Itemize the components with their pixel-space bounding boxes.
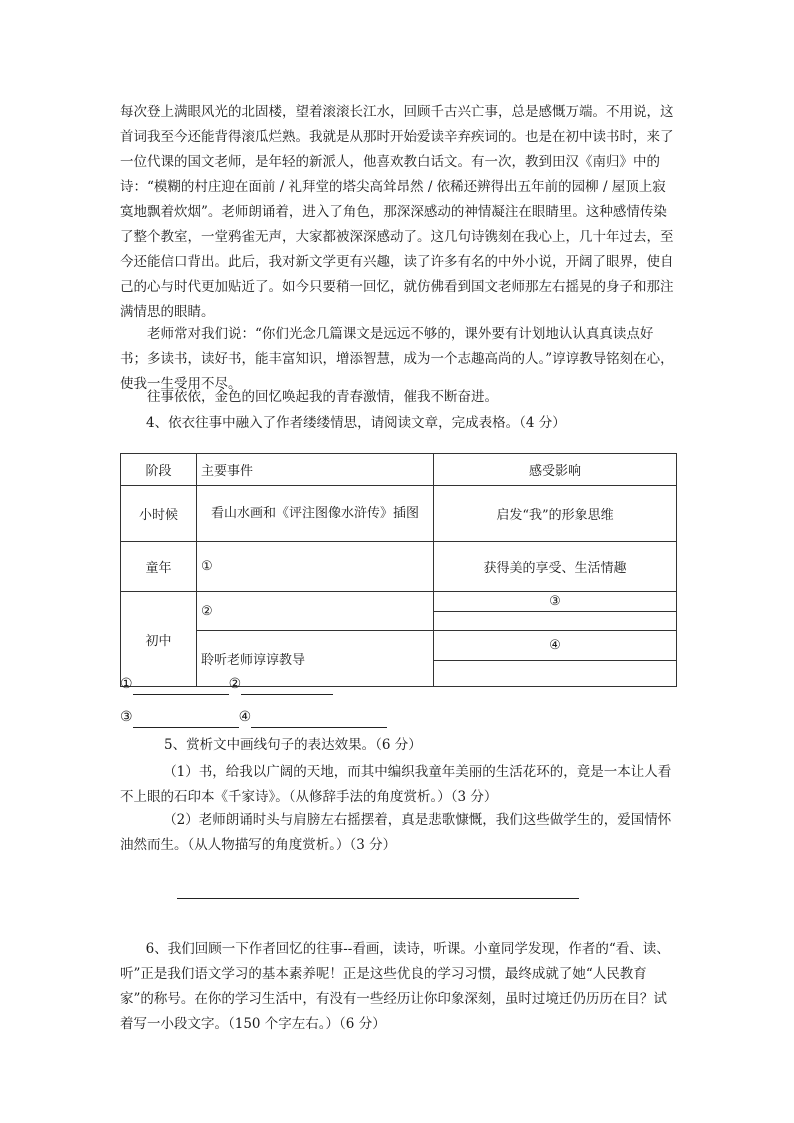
answer-line-row-1 bbox=[120, 673, 333, 695]
stage-middle-school: 初中 bbox=[121, 592, 197, 687]
stage-youth: 童年 bbox=[121, 542, 197, 592]
effect-blank-4[interactable]: ④ bbox=[434, 631, 677, 661]
event-childhood: 看山水画和《评注图像水浒传》插图 bbox=[197, 486, 434, 542]
question-4-table bbox=[120, 453, 677, 687]
header-stage: 阶段 bbox=[121, 454, 197, 486]
header-effect: 感受影响 bbox=[434, 454, 677, 486]
answer-blank-1[interactable] bbox=[133, 678, 229, 695]
table-row bbox=[121, 631, 677, 661]
table-row bbox=[121, 486, 677, 542]
event-blank-2[interactable]: ② bbox=[197, 592, 434, 631]
event-blank-1[interactable]: ① bbox=[197, 542, 434, 592]
effect-youth: 获得美的享受、生活情趣 bbox=[434, 542, 677, 592]
stage-childhood: 小时候 bbox=[121, 486, 197, 542]
answer-blank-4[interactable] bbox=[251, 711, 387, 728]
answer-label-1: ① bbox=[120, 676, 133, 692]
header-event: 主要事件 bbox=[197, 454, 434, 486]
question-6-prompt: 6、我们回顾一下作者回忆的往事--看画，读诗，听课。小童同学发现，作者的“看、读、听”正是我们语文学习的基本素养呢！正是这些优良的学习习惯，最终成就了她“人民教育家”的称号。在你的学习生活中，有没有一些经历让你印象深刻，虽时过境迁仍历历在目？试着写一小段文字。（150 个字左右。）（6 分） bbox=[120, 941, 670, 1032]
effect-blank-4-line[interactable] bbox=[434, 661, 677, 687]
table-row bbox=[121, 542, 677, 592]
answer-label-4: ④ bbox=[238, 709, 252, 725]
event-teacher-guidance: 聆听老师谆谆教导 bbox=[197, 631, 434, 687]
question-5-prompt: 5、赏析文中画线句子的表达效果。（6 分） bbox=[164, 737, 422, 753]
answer-label-3: ③ bbox=[120, 709, 133, 725]
passage-paragraph-2: 老师常对我们说：“你们光念几篇课文是远远不够的，课外要有计划地认认真真读点好书；多读书，读好书，能丰富知识，增添智慧，成为一个志趣高尚的人。”谆谆教导铭刻在心，使我一生受用不尽。 bbox=[120, 326, 674, 392]
table-row bbox=[121, 592, 677, 612]
question-4-prompt: 4、依衣往事中融入了作者缕缕情思，请阅读文章，完成表格。（4 分） bbox=[146, 415, 566, 431]
effect-blank-3[interactable]: ③ bbox=[434, 592, 677, 612]
effect-childhood: 启发“我”的形象思维 bbox=[434, 486, 677, 542]
passage-paragraph-1: 每次登上满眼风光的北固楼，望着滚滚长江水，回顾千古兴亡事，总是感慨万端。不用说，这首词我至今还能背得滚瓜烂熟。我就是从那时开始爱读辛弃疾词的。也是在初中读书时，来了一位代课的国文老师，是年轻的新派人，他喜欢教白话文。有一次，教到田汉《南归》中的诗：“模糊的村庄迎在面前 / 礼拜堂的塔尖高耸昂然 / 依稀还辨得出五年前的园柳 / 屋顶上寂寞地飘着炊烟”。老师朗诵着，进入了角色，那深深感动的神情凝注在眼睛里。这种感情传染了整个教室，一堂鸦雀无声，大家都被深深感动了。这几句诗镌刻在我心上，几十年过去，至今还能信口背出。此后，我对新文学更有兴趣，读了许多有名的中外小说，开阔了眼界，使自己的心与时代更加贴近了。如今只要稍一回忆，就仿佛看到国文老师那左右摇晃的身子和那注满情思的眼睛。 bbox=[120, 104, 674, 320]
answer-label-2: ② bbox=[228, 676, 242, 692]
answer-rule[interactable] bbox=[177, 898, 579, 899]
answer-blank-3[interactable] bbox=[133, 711, 239, 728]
effect-blank-3-line[interactable] bbox=[434, 612, 677, 631]
answer-blank-2[interactable] bbox=[241, 678, 333, 695]
question-5-sub-2: （2）老师朗诵时头与肩膀左右摇摆着，真是悲歌慷慨，我们这些做学生的，爱国情怀油然而生。（从人物描写的角度赏析。）（3 分） bbox=[120, 812, 672, 853]
question-5-sub-1: （1）书，给我以广阔的天地，而其中编织我童年美丽的生活花环的，竟是一本让人看不上眼的石印本《千家诗》。（从修辞手法的角度赏析。）（3 分） bbox=[120, 764, 672, 805]
passage-paragraph-3: 往事依依，金色的回忆唤起我的青春激情，催我不断奋进。 bbox=[147, 389, 498, 405]
table-header-row bbox=[121, 454, 677, 486]
answer-line-row-2 bbox=[120, 706, 387, 728]
